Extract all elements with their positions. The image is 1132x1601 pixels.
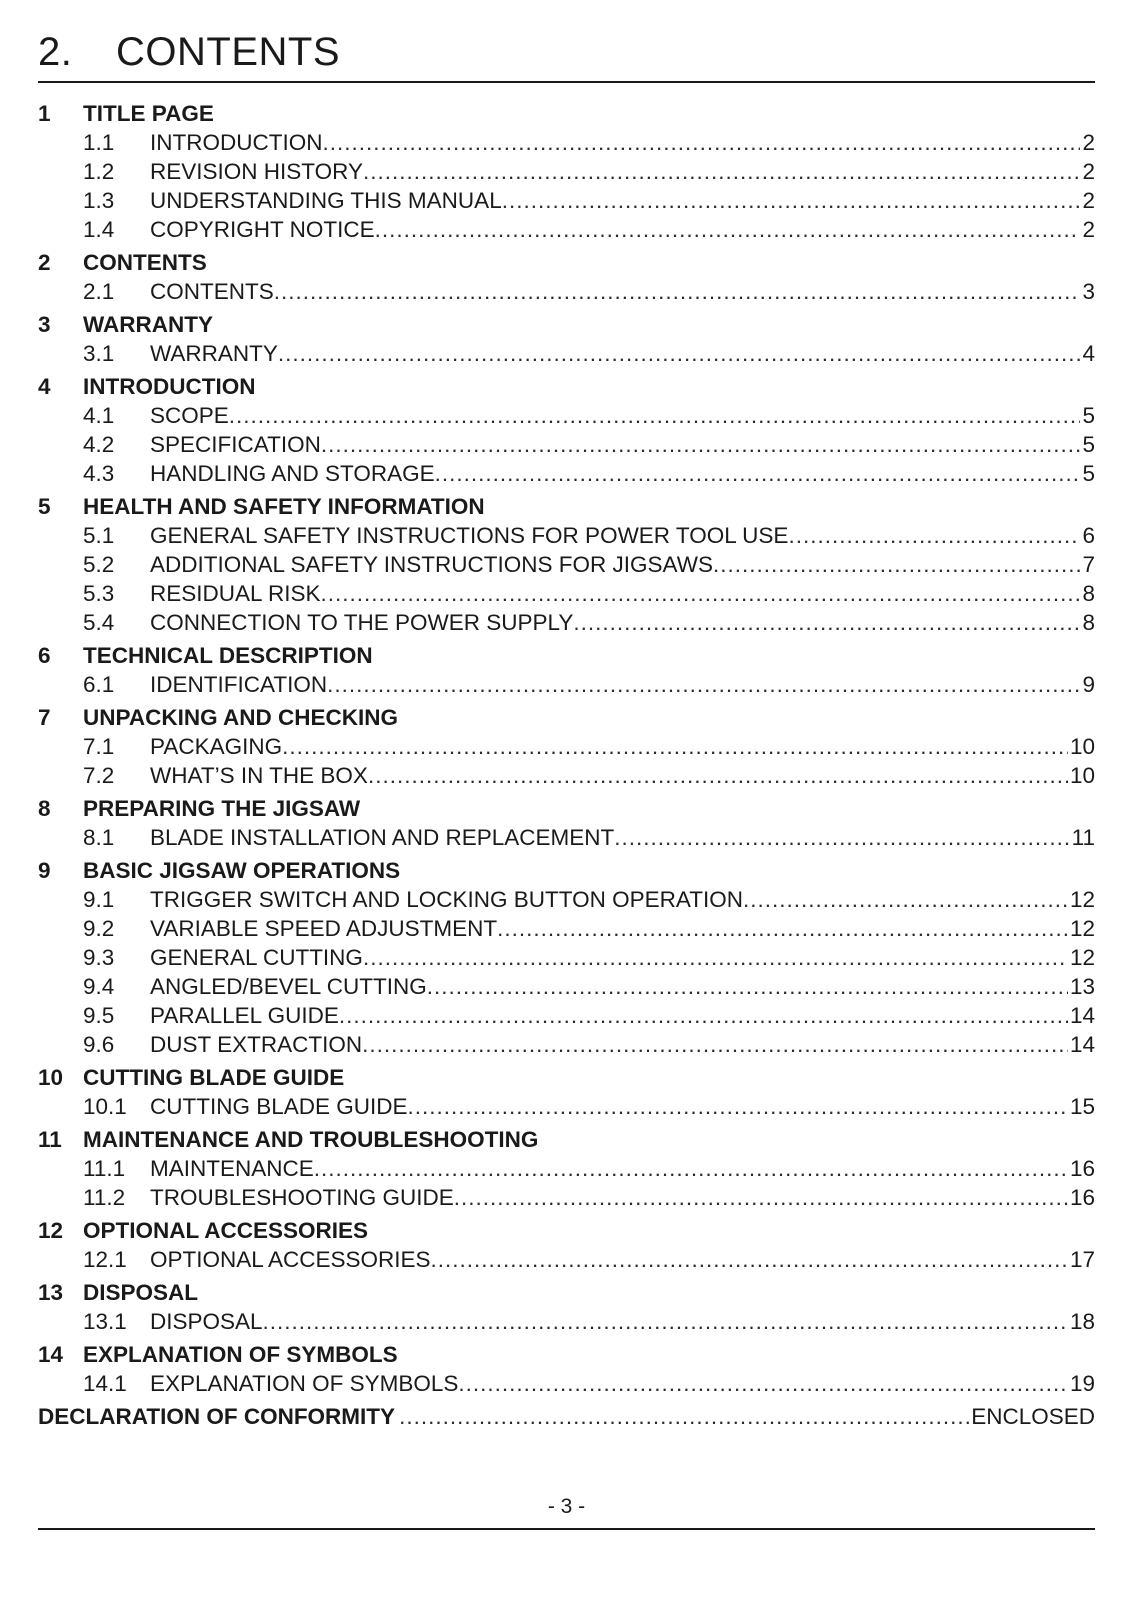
section-heading[interactable] — [38, 641, 1095, 670]
section-title: INTRODUCTION — [83, 374, 256, 399]
dot-leader — [323, 128, 1081, 157]
toc-section — [38, 794, 1095, 852]
toc-entry[interactable] — [38, 186, 1095, 215]
entry-page: 5 — [1082, 432, 1095, 457]
section-title: OPTIONAL ACCESSORIES — [83, 1218, 369, 1243]
entry-title: ADDITIONAL SAFETY INSTRUCTIONS FOR JIGSAWS — [150, 552, 713, 577]
section-heading[interactable] — [38, 1340, 1095, 1369]
entry-title: HANDLING AND STORAGE — [150, 461, 435, 486]
section-title: CUTTING BLADE GUIDE — [83, 1065, 345, 1090]
dot-leader — [788, 521, 1080, 550]
entry-title: EXPLANATION OF SYMBOLS — [150, 1371, 459, 1396]
section-title: HEALTH AND SAFETY INFORMATION — [83, 494, 485, 519]
toc-entry[interactable] — [38, 670, 1095, 699]
toc-section — [38, 1278, 1095, 1336]
entry-number: 11.1 — [83, 1156, 126, 1181]
toc-entry[interactable] — [38, 1245, 1095, 1274]
toc-section — [38, 372, 1095, 488]
dot-leader — [375, 215, 1081, 244]
entry-page: 11 — [1071, 825, 1095, 850]
section-title: TITLE PAGE — [83, 101, 214, 126]
entry-page: 4 — [1082, 341, 1095, 366]
section-title: TECHNICAL DESCRIPTION — [83, 643, 373, 668]
entry-title: SCOPE — [150, 403, 229, 428]
entry-title: INTRODUCTION — [150, 130, 323, 155]
entry-title: BLADE INSTALLATION AND REPLACEMENT — [150, 825, 615, 850]
entry-title: ANGLED/BEVEL CUTTING — [150, 974, 427, 999]
entry-number: 11.2 — [83, 1185, 126, 1210]
section-number: 7 — [38, 705, 51, 730]
section-heading[interactable] — [38, 372, 1095, 401]
toc-section — [38, 492, 1095, 637]
toc-section — [38, 1125, 1095, 1212]
entry-page: 15 — [1069, 1094, 1095, 1119]
entry-page: 7 — [1082, 552, 1095, 577]
entry-number: 6.1 — [83, 672, 115, 697]
section-number: 1 — [38, 101, 51, 126]
entry-page: 9 — [1082, 672, 1095, 697]
toc-section — [38, 99, 1095, 244]
entry-number: 3.1 — [83, 341, 115, 366]
section-heading[interactable] — [38, 1063, 1095, 1092]
toc-entry[interactable] — [38, 277, 1095, 306]
entry-title: TROUBLESHOOTING GUIDE — [150, 1185, 454, 1210]
entry-page: 18 — [1069, 1309, 1095, 1334]
page-number: - 3 - — [547, 1495, 586, 1518]
toc-entry[interactable] — [38, 1092, 1095, 1121]
section-number: 14 — [38, 1342, 64, 1367]
dot-leader — [497, 914, 1068, 943]
entry-page: 2 — [1082, 159, 1095, 184]
toc-entry[interactable] — [38, 550, 1095, 579]
toc-entry[interactable] — [38, 430, 1095, 459]
entry-title: SPECIFICATION — [150, 432, 321, 457]
section-title: CONTENTS — [83, 250, 207, 275]
entry-number: 10.1 — [83, 1094, 127, 1119]
entry-page: 16 — [1069, 1185, 1095, 1210]
entry-number: 2.1 — [83, 279, 115, 304]
dot-leader — [282, 732, 1068, 761]
section-heading[interactable] — [38, 856, 1095, 885]
section-title: WARRANTY — [83, 312, 213, 337]
dot-leader — [435, 459, 1081, 488]
chapter-title: CONTENTS — [116, 30, 340, 74]
toc-entry[interactable] — [38, 579, 1095, 608]
entry-page: 6 — [1082, 523, 1095, 548]
dot-leader — [368, 761, 1068, 790]
toc-entry[interactable] — [38, 608, 1095, 637]
entry-number: 14.1 — [83, 1371, 127, 1396]
entry-title: CONTENTS — [150, 279, 274, 304]
section-heading[interactable] — [38, 1125, 1095, 1154]
entry-title: OPTIONAL ACCESSORIES — [150, 1247, 431, 1272]
entry-page: 14 — [1069, 1003, 1095, 1028]
entry-page: 12 — [1069, 887, 1095, 912]
dot-leader — [321, 430, 1081, 459]
section-number: 4 — [38, 374, 51, 399]
dot-leader — [408, 1092, 1068, 1121]
entry-title: TRIGGER SWITCH AND LOCKING BUTTON OPERATION — [150, 887, 743, 912]
section-title: PREPARING THE JIGSAW — [83, 796, 361, 821]
toc-section — [38, 641, 1095, 699]
section-heading[interactable] — [38, 99, 1095, 128]
toc-entry[interactable] — [38, 972, 1095, 1001]
page-title — [38, 30, 1095, 74]
section-title: BASIC JIGSAW OPERATIONS — [83, 858, 401, 883]
section-heading[interactable] — [38, 310, 1095, 339]
toc-entry[interactable] — [38, 914, 1095, 943]
toc-entry[interactable] — [38, 1001, 1095, 1030]
entry-number: 9.2 — [83, 916, 115, 941]
toc-entry[interactable] — [38, 1369, 1095, 1398]
footer-divider — [38, 1528, 1095, 1530]
section-number: 3 — [38, 312, 51, 337]
header-divider — [38, 81, 1095, 83]
entry-page: 12 — [1069, 945, 1095, 970]
section-heading[interactable] — [38, 794, 1095, 823]
entry-title: GENERAL CUTTING — [150, 945, 363, 970]
entry-title: REVISION HISTORY — [150, 159, 363, 184]
section-number: 12 — [38, 1218, 64, 1243]
entry-title: VARIABLE SPEED ADJUSTMENT — [150, 916, 498, 941]
dot-leader — [327, 670, 1080, 699]
toc-entry[interactable] — [38, 1307, 1095, 1336]
entry-page: 13 — [1069, 974, 1095, 999]
toc-section — [38, 248, 1095, 306]
dot-leader — [458, 1369, 1068, 1398]
section-number: 2 — [38, 250, 51, 275]
dot-leader — [320, 579, 1080, 608]
entry-page: 8 — [1082, 581, 1095, 606]
dot-leader — [573, 608, 1080, 637]
toc-entry[interactable] — [38, 732, 1095, 761]
entry-number: 4.1 — [83, 403, 115, 428]
section-title: UNPACKING AND CHECKING — [83, 705, 398, 730]
toc-section — [38, 1340, 1095, 1398]
entry-number: 4.3 — [83, 461, 115, 486]
section-heading[interactable] — [38, 1278, 1095, 1307]
entry-page: 16 — [1069, 1156, 1095, 1181]
section-number: 6 — [38, 643, 51, 668]
entry-page: 2 — [1082, 188, 1095, 213]
entry-number: 7.1 — [83, 734, 115, 759]
entry-page: 5 — [1082, 403, 1095, 428]
entry-number: 9.4 — [83, 974, 115, 999]
entry-title: RESIDUAL RISK — [150, 581, 321, 606]
toc-entry[interactable] — [38, 459, 1095, 488]
entry-page: 10 — [1069, 763, 1095, 788]
entry-title: MAINTENANCE — [150, 1156, 314, 1181]
toc-section — [38, 1063, 1095, 1121]
entry-number: 8.1 — [83, 825, 115, 850]
dot-leader — [399, 1402, 969, 1431]
declaration-page: ENCLOSED — [971, 1404, 1095, 1429]
entry-page: 19 — [1069, 1371, 1095, 1396]
dot-leader — [431, 1245, 1068, 1274]
entry-title: DISPOSAL — [150, 1309, 263, 1334]
toc-section — [38, 856, 1095, 1059]
declaration-title: DECLARATION OF CONFORMITY — [38, 1404, 396, 1429]
entry-title: COPYRIGHT NOTICE — [150, 217, 375, 242]
dot-leader — [427, 972, 1068, 1001]
entry-title: CONNECTION TO THE POWER SUPPLY — [150, 610, 574, 635]
toc-entry[interactable] — [38, 885, 1095, 914]
dot-leader — [314, 1154, 1068, 1183]
entry-number: 5.3 — [83, 581, 115, 606]
entry-number: 1.3 — [83, 188, 115, 213]
entry-title: DUST EXTRACTION — [150, 1032, 363, 1057]
entry-page: 8 — [1082, 610, 1095, 635]
toc-entry[interactable] — [38, 823, 1095, 852]
dot-leader — [274, 277, 1081, 306]
entry-number: 1.2 — [83, 159, 115, 184]
section-title: MAINTENANCE AND TROUBLESHOOTING — [83, 1127, 539, 1152]
toc-entry[interactable] — [38, 521, 1095, 550]
entry-page: 14 — [1069, 1032, 1095, 1057]
entry-number: 5.1 — [83, 523, 115, 548]
toc-entry[interactable] — [38, 1154, 1095, 1183]
section-heading[interactable] — [38, 1216, 1095, 1245]
section-title: EXPLANATION OF SYMBOLS — [83, 1342, 398, 1367]
dot-leader — [339, 1001, 1068, 1030]
dot-leader — [263, 1307, 1068, 1336]
entry-page: 10 — [1069, 734, 1095, 759]
dot-leader — [229, 401, 1081, 430]
section-number: 11 — [38, 1127, 62, 1152]
toc-entry[interactable] — [38, 401, 1095, 430]
toc-entry[interactable] — [38, 215, 1095, 244]
entry-title: CUTTING BLADE GUIDE — [150, 1094, 408, 1119]
entry-page: 2 — [1082, 217, 1095, 242]
entry-page: 17 — [1069, 1247, 1095, 1272]
entry-number: 7.2 — [83, 763, 115, 788]
dot-leader — [502, 186, 1081, 215]
section-title: DISPOSAL — [83, 1280, 199, 1305]
toc-section — [38, 310, 1095, 368]
dot-leader — [743, 885, 1068, 914]
entry-title: WARRANTY — [150, 341, 278, 366]
toc-section — [38, 703, 1095, 790]
section-number: 10 — [38, 1065, 64, 1090]
entry-page: 12 — [1069, 916, 1095, 941]
entry-title: WHAT’S IN THE BOX — [150, 763, 368, 788]
entry-number: 1.4 — [83, 217, 115, 242]
toc-entry[interactable] — [38, 128, 1095, 157]
entry-page: 2 — [1082, 130, 1095, 155]
entry-page: 3 — [1082, 279, 1095, 304]
entry-number: 1.1 — [83, 130, 115, 155]
section-number: 13 — [38, 1280, 64, 1305]
toc-entry[interactable] — [38, 761, 1095, 790]
section-heading[interactable] — [38, 492, 1095, 521]
toc-entry[interactable] — [38, 339, 1095, 368]
entry-title: GENERAL SAFETY INSTRUCTIONS FOR POWER TOOL USE — [150, 523, 789, 548]
entry-number: 4.2 — [83, 432, 115, 457]
chapter-number: 2. — [38, 30, 73, 74]
entry-number: 9.5 — [83, 1003, 115, 1028]
entry-title: UNDERSTANDING THIS MANUAL — [150, 188, 502, 213]
entry-title: IDENTIFICATION — [150, 672, 328, 697]
dot-leader — [713, 550, 1081, 579]
section-number: 9 — [38, 858, 51, 883]
entry-number: 13.1 — [83, 1309, 127, 1334]
toc-section — [38, 1216, 1095, 1274]
section-heading[interactable] — [38, 703, 1095, 732]
dot-leader — [278, 339, 1081, 368]
entry-number: 5.4 — [83, 610, 115, 635]
entry-page: 5 — [1082, 461, 1095, 486]
table-of-contents — [38, 99, 1095, 1431]
entry-number: 9.3 — [83, 945, 115, 970]
entry-number: 5.2 — [83, 552, 115, 577]
toc-entry[interactable] — [38, 157, 1095, 186]
dot-leader — [614, 823, 1069, 852]
entry-title: PACKAGING — [150, 734, 283, 759]
dot-leader — [363, 943, 1068, 972]
entry-number: 12.1 — [83, 1247, 127, 1272]
toc-entry[interactable] — [38, 1030, 1095, 1059]
section-number: 5 — [38, 494, 51, 519]
section-number: 8 — [38, 796, 51, 821]
entry-title: PARALLEL GUIDE — [150, 1003, 339, 1028]
entry-number: 9.6 — [83, 1032, 115, 1057]
dot-leader — [454, 1183, 1068, 1212]
entry-number: 9.1 — [83, 887, 115, 912]
dot-leader — [363, 157, 1081, 186]
toc-entry[interactable] — [38, 1183, 1095, 1212]
dot-leader — [362, 1030, 1068, 1059]
section-heading[interactable] — [38, 248, 1095, 277]
declaration-row[interactable] — [38, 1402, 1095, 1431]
toc-entry[interactable] — [38, 943, 1095, 972]
